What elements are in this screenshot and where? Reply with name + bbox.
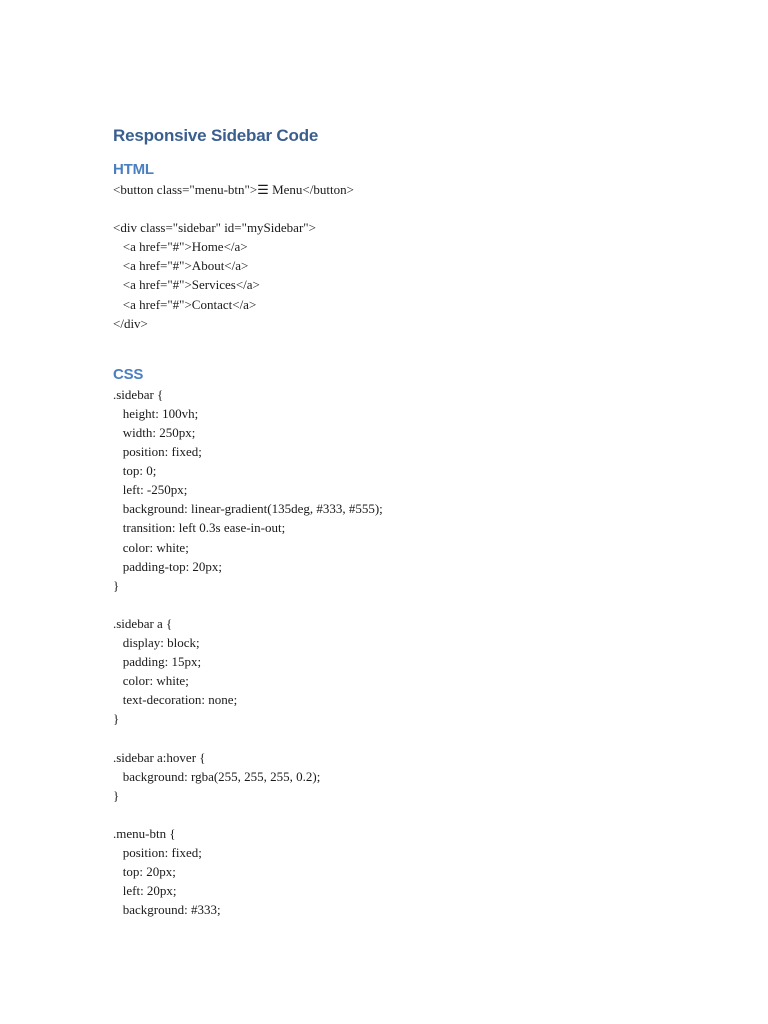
html-section-heading: HTML bbox=[113, 161, 154, 178]
section-spacer bbox=[113, 333, 733, 365]
html-section bbox=[113, 160, 733, 333]
css-code-block: .sidebar { height: 100vh; width: 250px; position: fixed; top: 0; left: -250px; background: linear-gradient(135deg, #333, #555); transition: left 0.3s ease-in-out; color: white; padding-top: 20px; } .sidebar a { display: block; padding: 15px; color: white; text-decoration: none; } .sidebar a:hover { background: rgba(255, 255, 255, 0.2); } .menu-btn { position: fixed; top: 20px; left: 20px; background: #333; bbox=[113, 386, 383, 918]
document-content bbox=[113, 124, 733, 919]
html-code-block: <button class="menu-btn">☰ Menu</button> <div class="sidebar" id="mySidebar"> <a href="#">Home</a> <a href="#">About</a> <a href="#">Services</a> <a href="#">Contact</a> </div> bbox=[113, 182, 354, 331]
css-section-heading: CSS bbox=[113, 365, 144, 383]
document-title: Responsive Sidebar Code bbox=[113, 126, 319, 145]
css-section bbox=[113, 365, 733, 920]
